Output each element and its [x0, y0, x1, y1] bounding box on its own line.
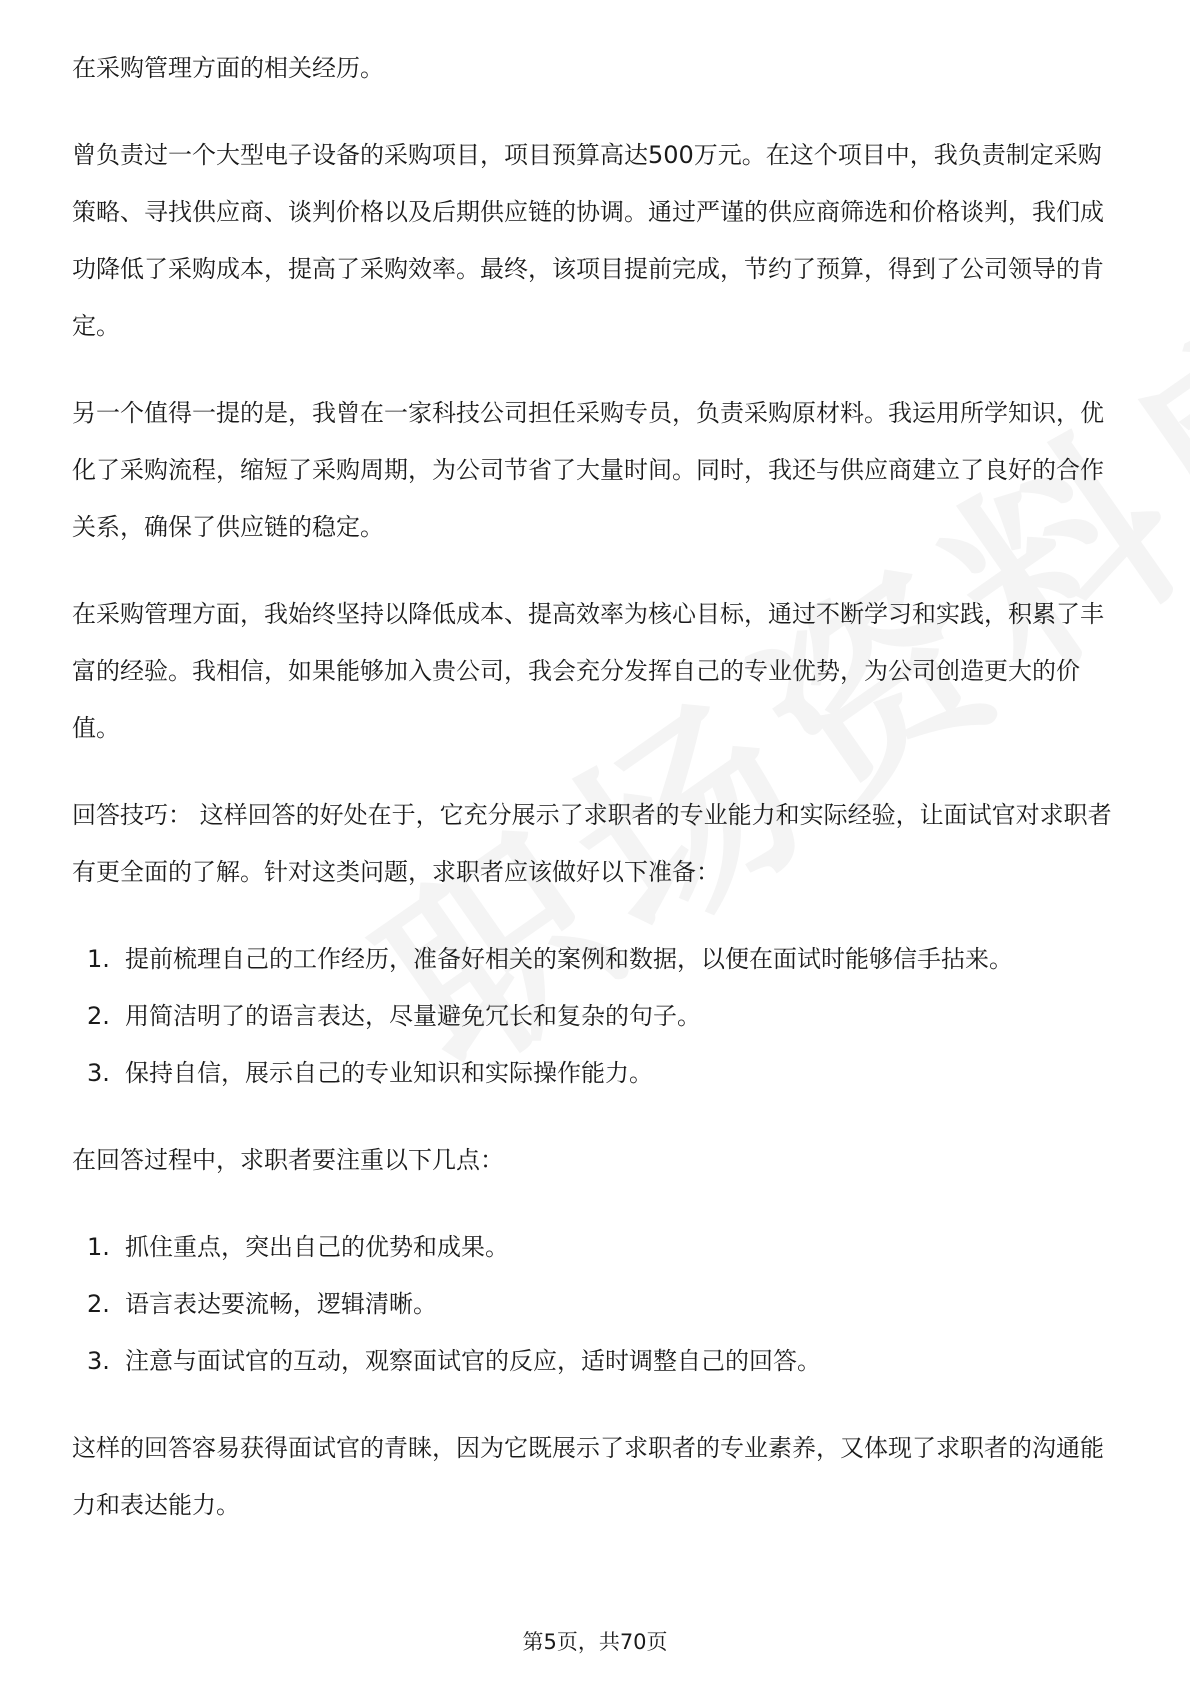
paragraph-conclusion: 这样的回答容易获得面试官的青睐，因为它既展示了求职者的专业素养，又体现了求职者的沟通能力和表达能力。 — [72, 1434, 1104, 1519]
document-body — [72, 40, 1122, 1564]
key-points-list — [72, 1219, 1122, 1390]
list-item-text: 保持自信，展示自己的专业知识和实际操作能力。 — [125, 1059, 653, 1087]
list-item — [72, 1333, 1122, 1390]
list-item — [72, 1276, 1122, 1333]
preparation-list — [72, 931, 1122, 1102]
list-number: 2. — [87, 1002, 110, 1030]
list-number: 1. — [87, 1233, 110, 1261]
list-number: 2. — [87, 1290, 110, 1318]
list-number: 1. — [87, 945, 110, 973]
list-item-text: 语言表达要流畅，逻辑清晰。 — [125, 1290, 437, 1318]
list-item-text: 用简洁明了的语言表达，尽量避免冗长和复杂的句子。 — [125, 1002, 701, 1030]
list-number: 3. — [87, 1347, 110, 1375]
paragraph-summary: 在采购管理方面，我始终坚持以降低成本、提高效率为核心目标，通过不断学习和实践，积累了丰富的经验。我相信，如果能够加入贵公司，我会充分发挥自己的专业优势，为公司创造更大的价值。 — [72, 600, 1104, 742]
paragraph-answer-tips: 回答技巧： 这样回答的好处在于，它充分展示了求职者的专业能力和实际经验，让面试官对求职者有更全面的了解。针对这类问题，求职者应该做好以下准备： — [72, 801, 1112, 886]
list-number: 3. — [87, 1059, 110, 1087]
list-item-text: 注意与面试官的互动，观察面试官的反应，适时调整自己的回答。 — [125, 1347, 821, 1375]
paragraph-key-points-intro: 在回答过程中，求职者要注重以下几点： — [72, 1146, 504, 1174]
list-item — [72, 988, 1122, 1045]
list-item-text: 提前梳理自己的工作经历，准备好相关的案例和数据，以便在面试时能够信手拈来。 — [125, 945, 1013, 973]
paragraph-project-experience: 曾负责过一个大型电子设备的采购项目，项目预算高达500万元。在这个项目中，我负责制定采购策略、寻找供应商、谈判价格以及后期供应链的协调。通过严谨的供应商筛选和价格谈判，我们成功降低了采购成本，提高了采购效率。最终，该项目提前完成，节约了预算，得到了公司领导的肯定。 — [72, 141, 1104, 340]
paragraph-tech-company-experience: 另一个值得一提的是，我曾在一家科技公司担任采购专员，负责采购原材料。我运用所学知识，优化了采购流程，缩短了采购周期，为公司节省了大量时间。同时，我还与供应商建立了良好的合作关系，确保了供应链的稳定。 — [72, 399, 1104, 541]
list-item — [72, 1219, 1122, 1276]
list-item — [72, 931, 1122, 988]
page-number: 第5页，共70页 — [522, 1630, 668, 1654]
list-item-text: 抓住重点，突出自己的优势和成果。 — [125, 1233, 509, 1261]
paragraph-intro: 在采购管理方面的相关经历。 — [72, 54, 384, 82]
list-item — [72, 1045, 1122, 1102]
